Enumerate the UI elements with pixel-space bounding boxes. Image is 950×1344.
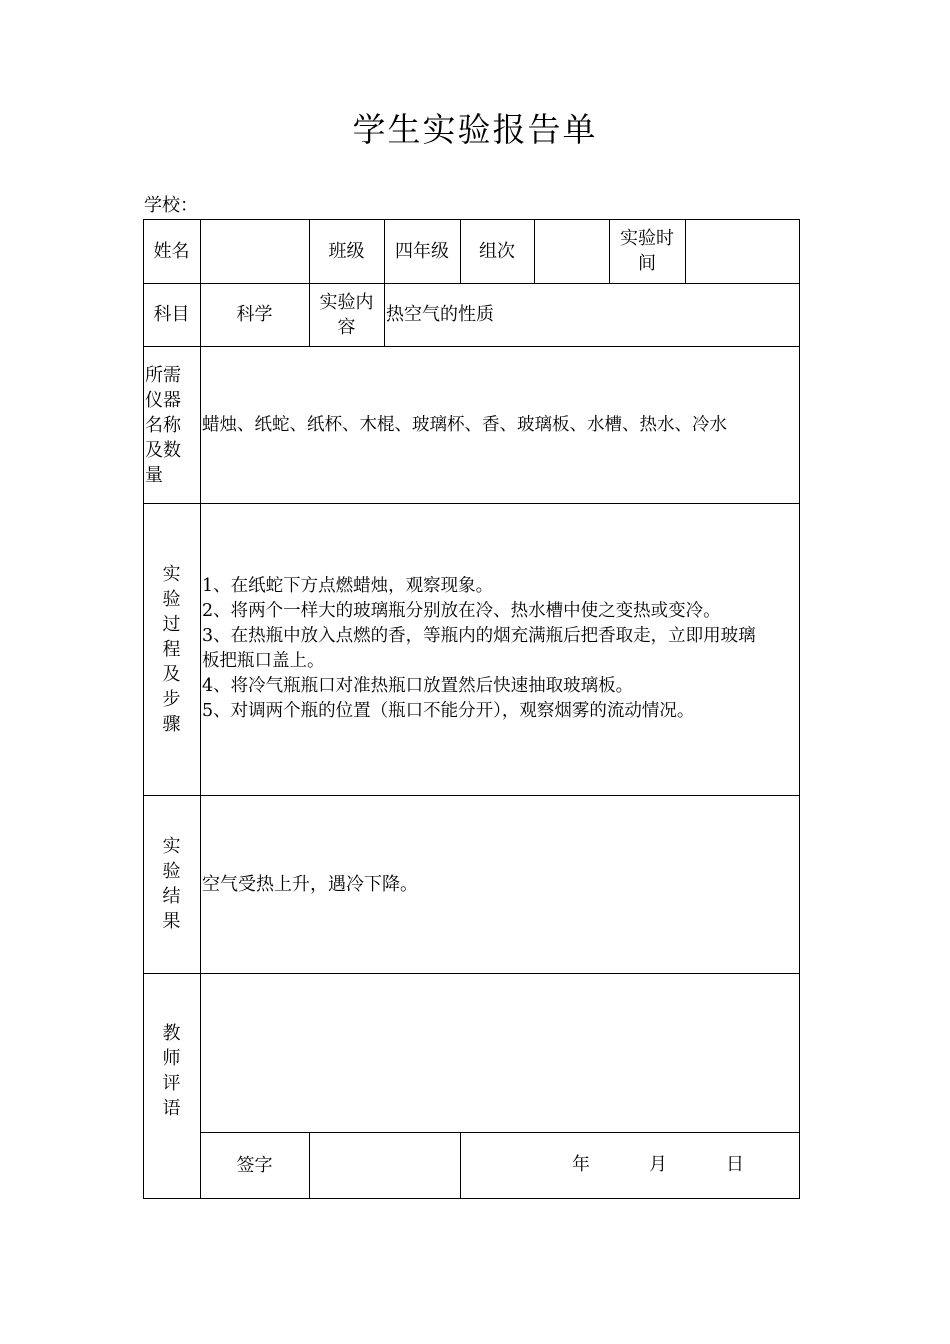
equipment-label: 所需 仪器 名称 及数 量 bbox=[145, 364, 181, 486]
result-label: 实 验 结 果 bbox=[162, 836, 181, 932]
date-day: 日 bbox=[726, 1154, 744, 1175]
date-year: 年 bbox=[572, 1154, 590, 1175]
time-label: 实验时 间 bbox=[620, 228, 674, 274]
class-value: 四年级 bbox=[395, 240, 449, 262]
step-item: 3、在热瓶中放入点燃的香，等瓶内的烟充满瓶后把香取走，立即用玻璃 bbox=[202, 626, 756, 646]
equipment-value: 蜡烛、纸蛇、纸杯、木棍、玻璃杯、香、玻璃板、水槽、热水、冷水 bbox=[202, 414, 727, 435]
process-steps bbox=[202, 503, 799, 795]
step-item: 2、将两个一样大的玻璃瓶分别放在冷、热水槽中使之变热或变冷。 bbox=[202, 601, 721, 621]
subject-label: 科目 bbox=[153, 304, 190, 325]
step-item: 1、在纸蛇下方点燃蜡烛，观察现象。 bbox=[202, 576, 494, 596]
report-table bbox=[143, 219, 800, 1199]
group-value bbox=[534, 219, 609, 283]
name-label: 姓名 bbox=[153, 240, 190, 262]
date-month: 月 bbox=[649, 1154, 667, 1175]
sign-value bbox=[309, 1132, 460, 1198]
date-cell bbox=[460, 1132, 799, 1198]
process-label: 实 验 过 程 及 步 骤 bbox=[162, 563, 181, 735]
result-value: 空气受热上升，遇冷下降。 bbox=[202, 873, 418, 895]
school-label: 学校： bbox=[144, 195, 198, 216]
name-value bbox=[200, 219, 309, 283]
comment-label: 教 师 评 语 bbox=[162, 1022, 181, 1119]
page-title: 学生实验报告单 bbox=[352, 110, 598, 149]
time-value bbox=[685, 219, 799, 283]
content-value: 热空气的性质 bbox=[386, 304, 494, 325]
subject-value: 科学 bbox=[236, 304, 273, 325]
step-item: 5、对调两个瓶的位置（瓶口不能分开），观察烟雾的流动情况。 bbox=[202, 701, 695, 721]
step-item: 4、将冷气瓶瓶口对准热瓶口放置然后快速抽取玻璃板。 bbox=[202, 676, 634, 696]
class-label: 班级 bbox=[328, 240, 365, 262]
sign-label: 签字 bbox=[236, 1154, 273, 1176]
content-label: 实验内 容 bbox=[319, 291, 374, 338]
group-label: 组次 bbox=[479, 240, 515, 262]
comment-area bbox=[200, 973, 799, 1132]
step-item: 板把瓶口盖上。 bbox=[202, 651, 325, 671]
